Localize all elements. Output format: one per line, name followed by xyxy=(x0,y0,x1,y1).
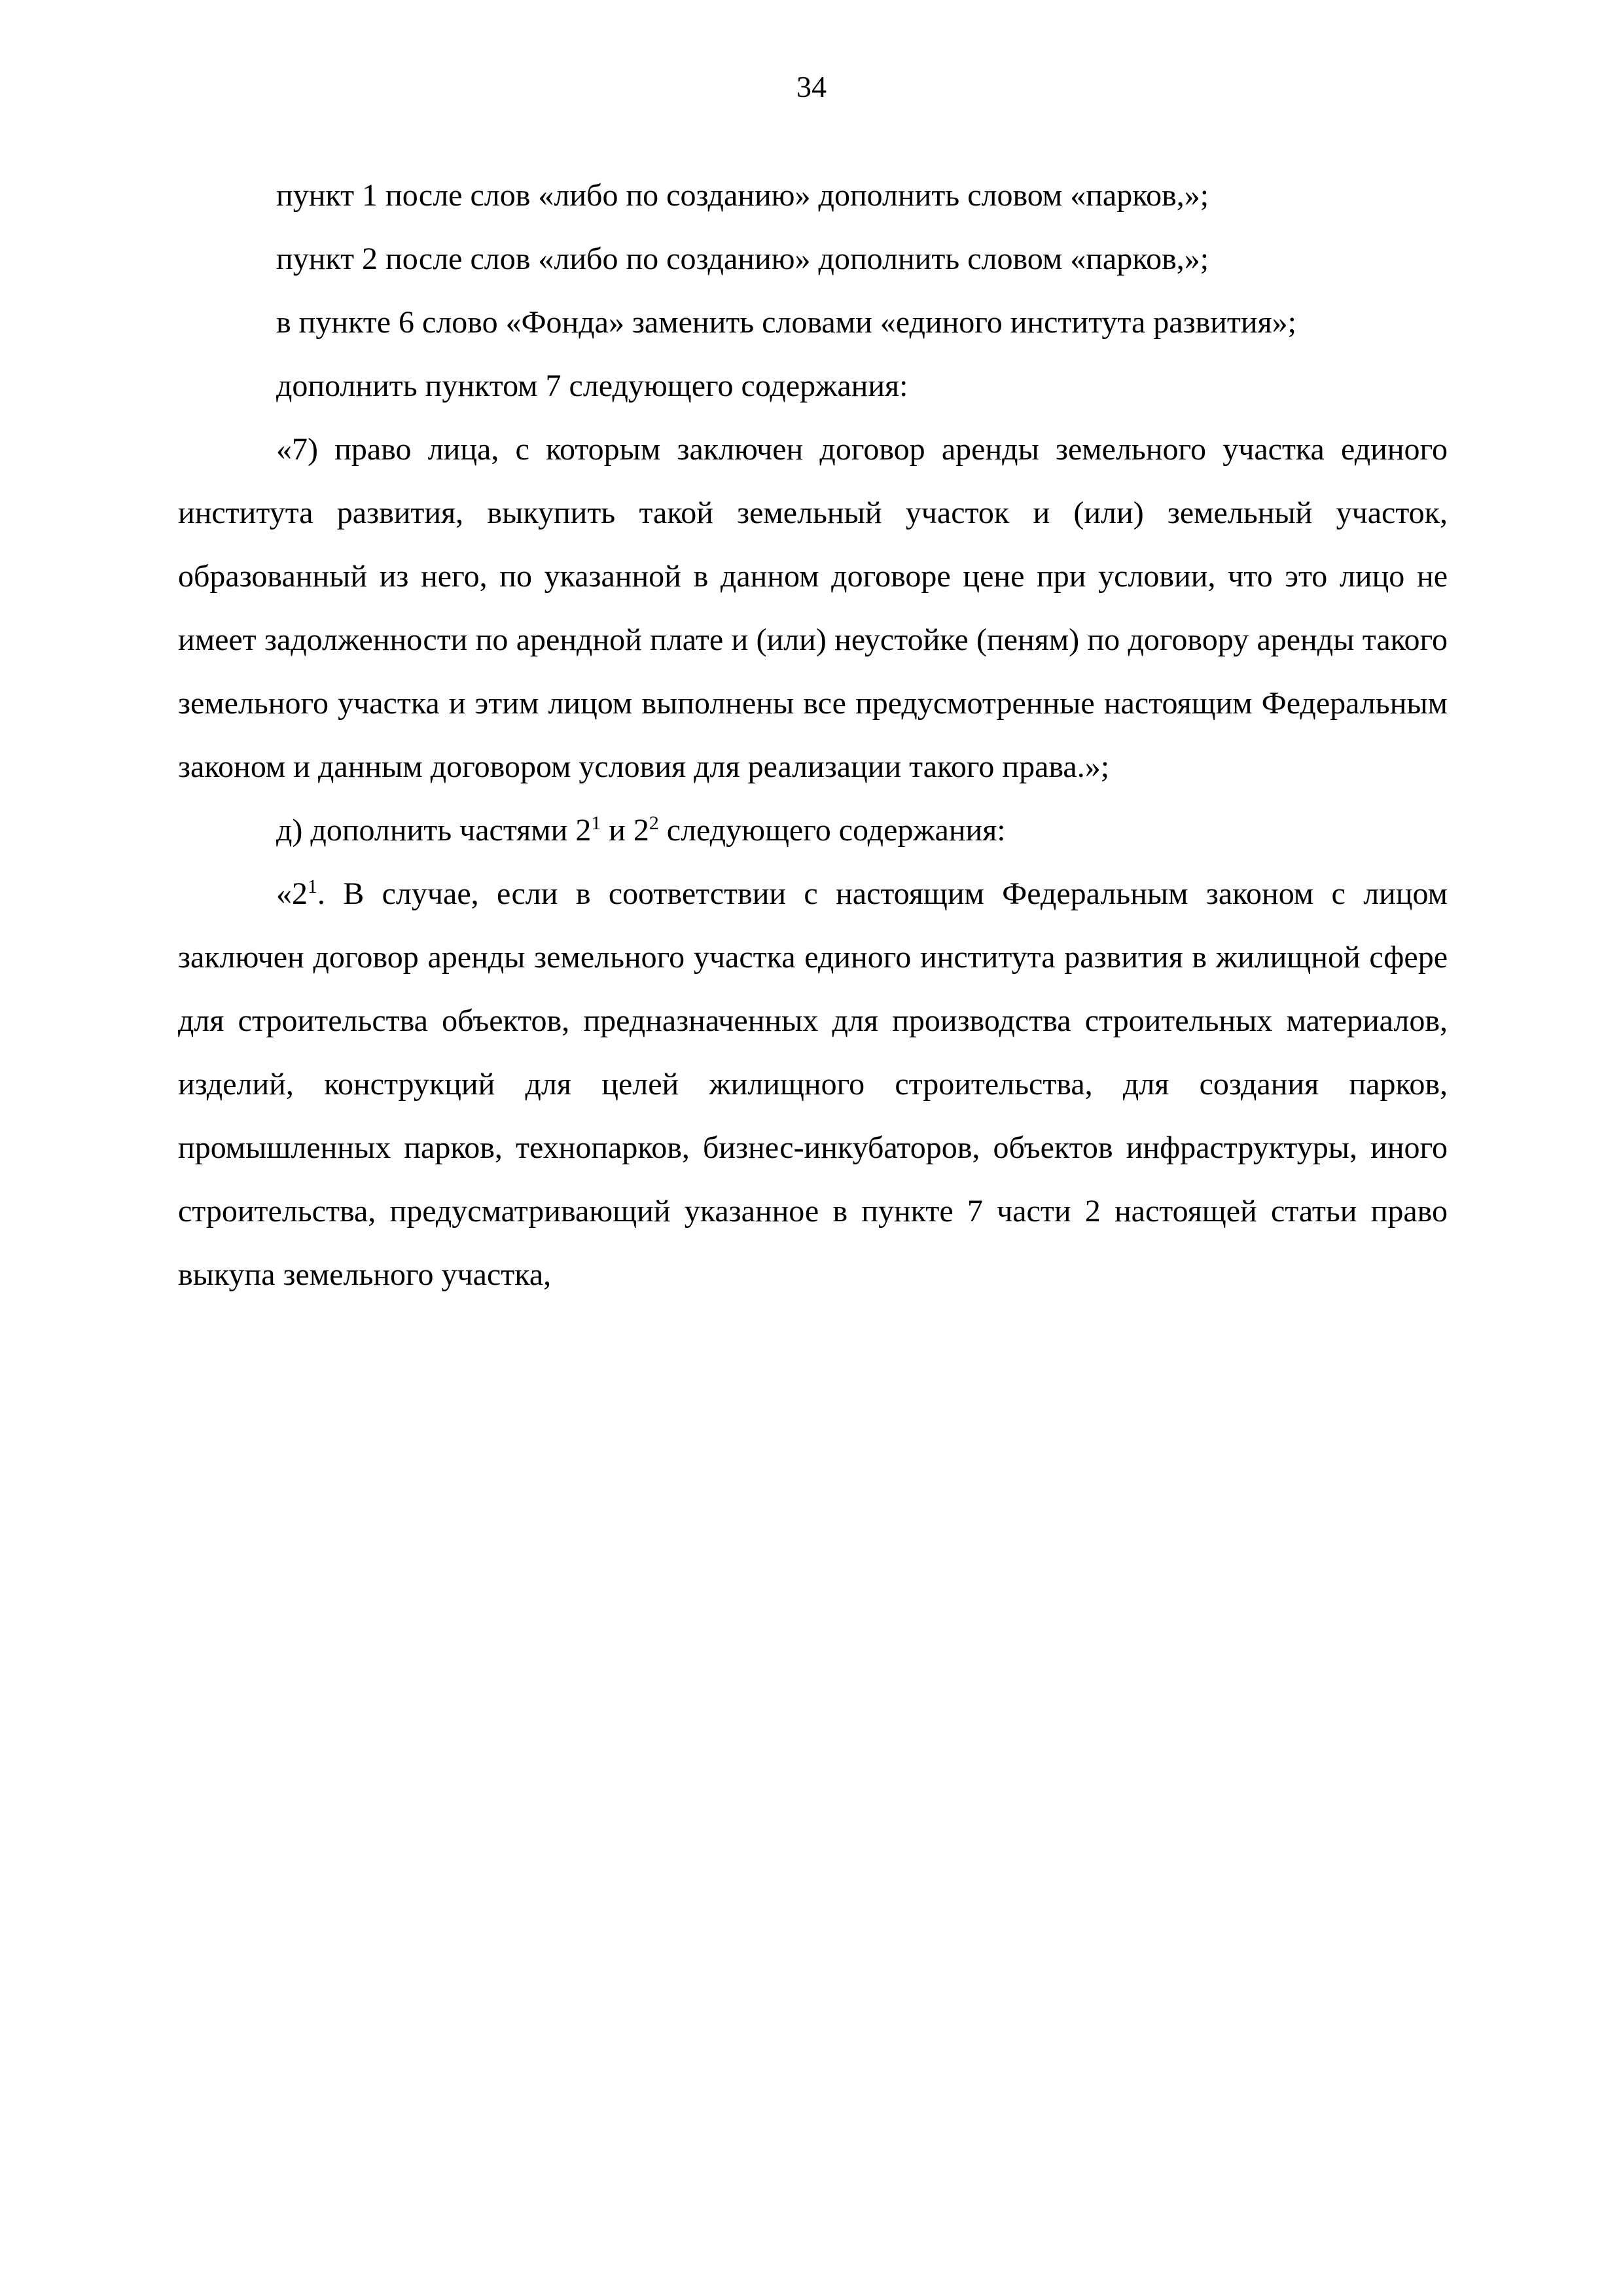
paragraph: в пункте 6 слово «Фонда» заменить словами «единого института развития»; xyxy=(276,305,1296,340)
paragraph: дополнить пунктом 7 следующего содержания: xyxy=(276,368,908,403)
paragraph: «$2^1$. В случае, если в соответствии с настоящим Федеральным законом с лицом заключен договор аренды земельного участка единого института развития в жилищной сфере для строительства объектов, предназначенных для производства строительных материалов, изделий, конструкций для целей жилищного строительства, для создания парков, промышленных парков, технопарков, бизнес-инкубаторов, объектов инфраструктуры, иного строительства, предусматривающий указанное в пункте 7 части 2 настоящей статьи право выкупа земельного участка, xyxy=(178,876,1448,1292)
document-body xyxy=(178,164,1448,1306)
paragraph: пункт 2 после слов «либо по созданию» дополнить словом «парков,»; xyxy=(276,242,1209,276)
paragraph: «7) право лица, с которым заключен договор аренды земельного участка единого института развития, выкупить такой земельный участок и (или) земельный участок, образованный из него, по указанной в данном договоре цене при условии, что это лицо не имеет задолженности по арендной плате и (или) неустойке (пеням) по договору аренды такого земельного участка и этим лицом выполнены все предусмотренные настоящим Федеральным законом и данным договором условия для реализации такого права.»; xyxy=(178,432,1448,784)
paragraph: пункт 1 после слов «либо по созданию» дополнить словом «парков,»; xyxy=(276,178,1209,213)
paragraph: д) дополнить частями $2^1$ и $2^2$ следующего содержания: xyxy=(276,812,1006,848)
page-number: 34 xyxy=(796,70,827,103)
